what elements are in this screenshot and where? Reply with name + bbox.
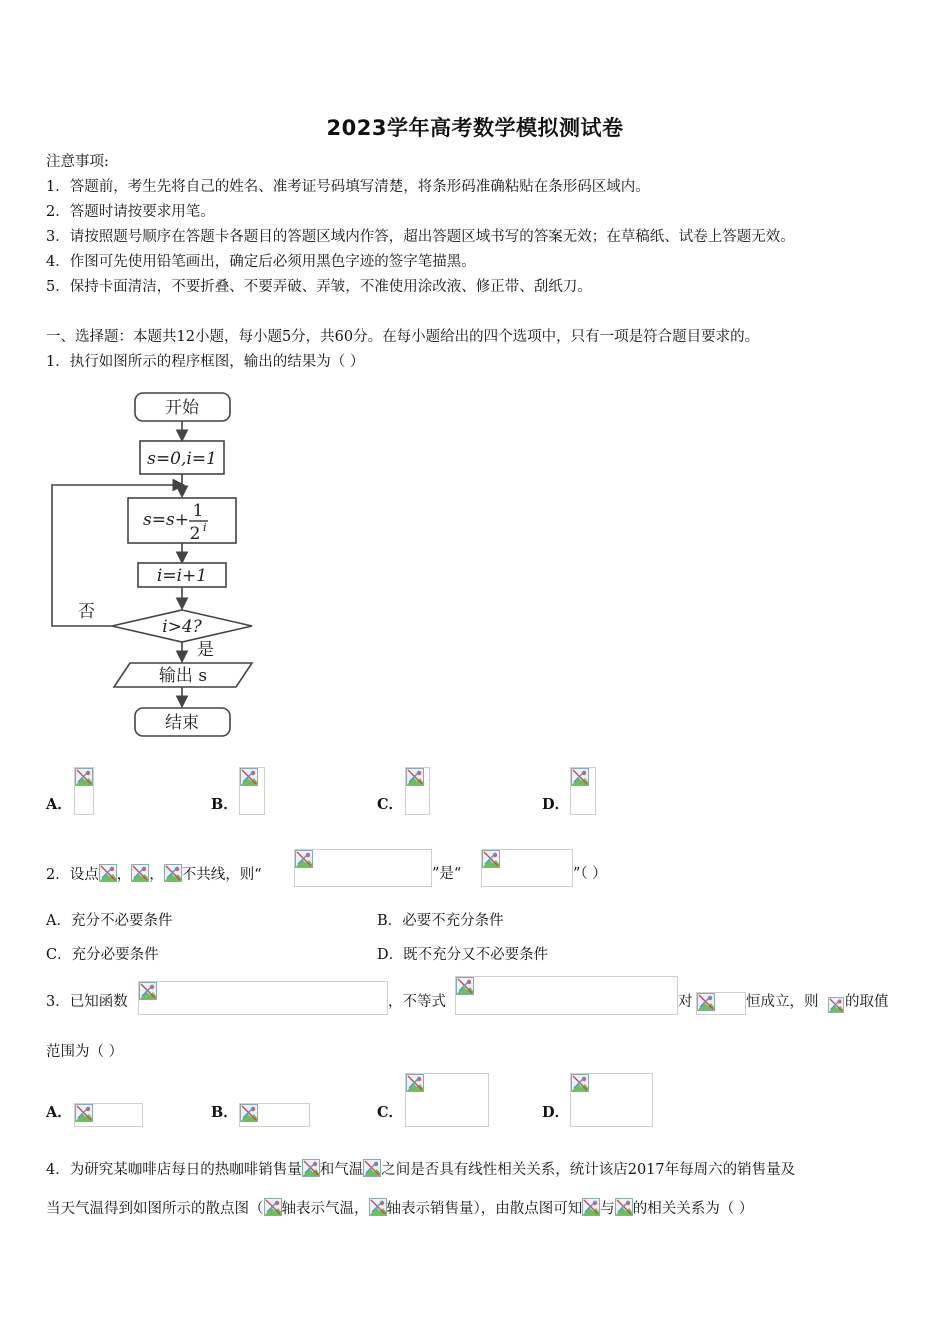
notice-item: 5．保持卡面清洁，不要折叠、不要弄破、弄皱，不准使用涂改液、修正带、刮纸刀。 — [46, 279, 592, 295]
broken-image-icon — [139, 982, 157, 1000]
q3-prefix: 3．已知函数 — [46, 994, 128, 1010]
q1-option-d-image — [570, 767, 596, 815]
broken-image-icon — [99, 864, 117, 882]
q1-option-b: B． — [211, 796, 238, 813]
q2-option-b: B．必要不充分条件 — [377, 913, 504, 929]
q4-text: 轴表示气温， — [281, 1201, 369, 1217]
q3-dui: 对 — [678, 994, 693, 1010]
broken-image-icon — [240, 768, 258, 786]
broken-image-icon — [164, 864, 182, 882]
notice-item: 4．作图可先使用铅笔画出，确定后必须用黑色字迹的签字笔描黑。 — [46, 254, 476, 270]
flow-end-text: 结束 — [165, 713, 199, 733]
q1-option-a-image — [74, 767, 94, 815]
q1-option-c: C． — [377, 796, 404, 813]
broken-image-icon — [75, 768, 93, 786]
flow-init-text: s=0,i=1 — [147, 449, 217, 469]
q3-function-image — [138, 981, 388, 1015]
q3-inequality-image — [455, 976, 678, 1015]
broken-image-icon — [240, 1104, 258, 1122]
q3-domain-image — [696, 992, 746, 1015]
flow-output-text: 输出 s — [158, 666, 208, 686]
notice-item: 2．答题时请按要求用笔。 — [46, 204, 215, 220]
flow-yes-label: 是 — [197, 640, 214, 660]
q1-option-d: D． — [542, 796, 570, 813]
notice-item: 1．答题前，考生先将自己的姓名、准考证号码填写清楚，将条形码准确粘贴在条形码区域内。 — [46, 179, 650, 195]
q4-text: 之间是否具有线性相关关系，统计该店2017年每周六的销售量及 — [381, 1162, 796, 1178]
q3-option-b-image — [239, 1103, 310, 1127]
q2-condition-image — [294, 849, 432, 887]
q1-option-c-image — [405, 767, 430, 815]
broken-image-icon — [697, 993, 715, 1011]
broken-image-icon — [456, 977, 474, 995]
q2-noncollinear: 不共线，则“ — [181, 867, 262, 883]
flow-increment-text: i=i+1 — [156, 566, 208, 586]
broken-image-icon — [264, 1198, 282, 1216]
q2-option-c: C．充分必要条件 — [46, 947, 159, 963]
flow-update-lhs: s=s+ — [143, 510, 189, 530]
q2-option-d: D．既不充分又不必要条件 — [377, 947, 549, 963]
q2-comma: ， — [116, 867, 132, 883]
q2-stem — [46, 864, 262, 885]
q3-hold: 恒成立，则 — [746, 994, 819, 1010]
q4-line2 — [46, 1198, 753, 1219]
broken-image-icon — [363, 1159, 381, 1177]
broken-image-icon — [406, 768, 424, 786]
q3-range: 的取值 — [845, 994, 889, 1010]
notice-heading: 注意事项: — [46, 154, 109, 170]
q2-option-a: A．充分不必要条件 — [46, 913, 173, 929]
q3-option-a-image — [74, 1103, 143, 1127]
page-title: 2023学年高考数学模拟测试卷 — [326, 116, 624, 140]
q3-line2: 范围为（ ） — [46, 1044, 124, 1060]
broken-image-icon — [369, 1198, 387, 1216]
q1-option-a: A． — [46, 796, 72, 813]
q4-text: 当天气温得到如图所示的散点图（ — [46, 1201, 264, 1217]
broken-image-icon — [302, 1159, 320, 1177]
q3-option-b: B． — [211, 1104, 238, 1121]
q2-comma: ， — [149, 867, 164, 883]
notice-item: 3．请按照题号顺序在答题卡各题目的答题区域内作答，超出答题区域书写的答案无效；在草稿纸、试卷上答题无效。 — [46, 229, 795, 245]
broken-image-icon — [582, 1198, 600, 1216]
broken-image-icon — [571, 768, 589, 786]
broken-image-icon — [828, 997, 844, 1013]
q2-prefix: 2．设点 — [46, 867, 99, 883]
flow-start-text: 开始 — [165, 398, 199, 418]
flow-frac-exp: i — [203, 521, 207, 534]
q4-text: 和气温 — [319, 1162, 364, 1178]
flow-decision-text: i>4? — [162, 617, 202, 637]
broken-image-icon — [482, 850, 500, 868]
q2-suffix: ”（ ） — [573, 866, 607, 882]
flowchart — [40, 385, 270, 745]
broken-image-icon — [295, 850, 313, 868]
broken-image-icon — [615, 1198, 633, 1216]
q3-ineq: ，不等式 — [388, 994, 446, 1010]
q1-option-b-image — [239, 767, 265, 815]
section-heading: 一、选择题：本题共12小题，每小题5分，共60分。在每小题给出的四个选项中，只有一项是符合题目要求的。 — [46, 329, 760, 345]
broken-image-icon — [75, 1104, 93, 1122]
broken-image-icon — [131, 864, 149, 882]
broken-image-icon — [406, 1074, 424, 1092]
flow-frac-den: 2 — [189, 524, 201, 544]
q1-stem: 1．执行如图所示的程序框图，输出的结果为（ ） — [46, 354, 365, 370]
q4-line1 — [46, 1159, 795, 1180]
flow-no-label: 否 — [78, 602, 95, 622]
q4-text: 与 — [600, 1201, 615, 1217]
broken-image-icon — [571, 1074, 589, 1092]
flow-frac-num: 1 — [192, 501, 204, 521]
q2-is: ”是“ — [432, 866, 462, 882]
q4-text: 轴表示销售量），由散点图可知 — [386, 1201, 583, 1217]
q3-option-c: C． — [377, 1104, 404, 1121]
q3-option-d: D． — [542, 1104, 570, 1121]
q3-option-d-image — [570, 1073, 653, 1127]
q2-conclusion-image — [481, 849, 573, 887]
q3-option-a: A． — [46, 1104, 72, 1121]
q3-option-c-image — [405, 1073, 489, 1127]
q4-text: 的相关关系为（ ） — [632, 1201, 754, 1217]
q4-text: 4．为研究某咖啡店每日的热咖啡销售量 — [46, 1162, 302, 1178]
